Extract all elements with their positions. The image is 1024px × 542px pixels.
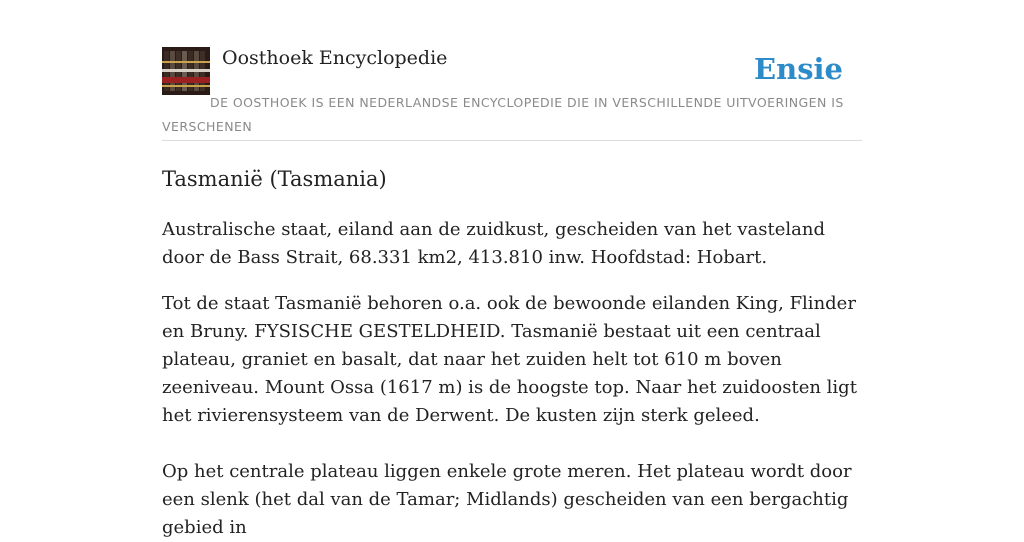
- site-tagline: DE OOSTHOEK IS EEN NEDERLANDSE ENCYCLOPEDIE DIE IN VERSCHILLENDE UITVOERINGEN IS VERSCHENEN: [162, 95, 844, 134]
- article-paragraph: Op het centrale plateau liggen enkele grote meren. Het plateau wordt door een slenk (het dal van de Tamar; Midlands) gescheiden van een bergachtig gebied in: [162, 461, 852, 538]
- article-title: Tasmanië (Tasmania): [162, 167, 387, 191]
- article-paragraph: Australische staat, eiland aan de zuidkust, gescheiden van het vasteland door de Bass Strait, 68.331 km2, 413.810 inw. Hoofdstad: Hobart.: [162, 219, 826, 268]
- site-header: [162, 46, 862, 141]
- article: [162, 164, 866, 542]
- encyclopedia-books-icon: [162, 47, 210, 95]
- brand-logo[interactable]: Ensie: [754, 52, 843, 86]
- article-paragraph: Tot de staat Tasmanië behoren o.a. ook de bewoonde eilanden King, Flinder en Bruny. FYSISCHE GESTELDHEID. Tasmanië bestaat uit een centraal plateau, graniet en basalt, dat naar het zuiden helt tot 610 m boven zeeniveau. Mount Ossa (1617 m) is de hoogste top. Naar het zuidoosten ligt het rivierensysteem van de Derwent. De kusten zijn sterk geleed.: [162, 293, 857, 426]
- site-name[interactable]: Oosthoek Encyclopedie: [222, 47, 448, 69]
- avatar[interactable]: [162, 47, 210, 95]
